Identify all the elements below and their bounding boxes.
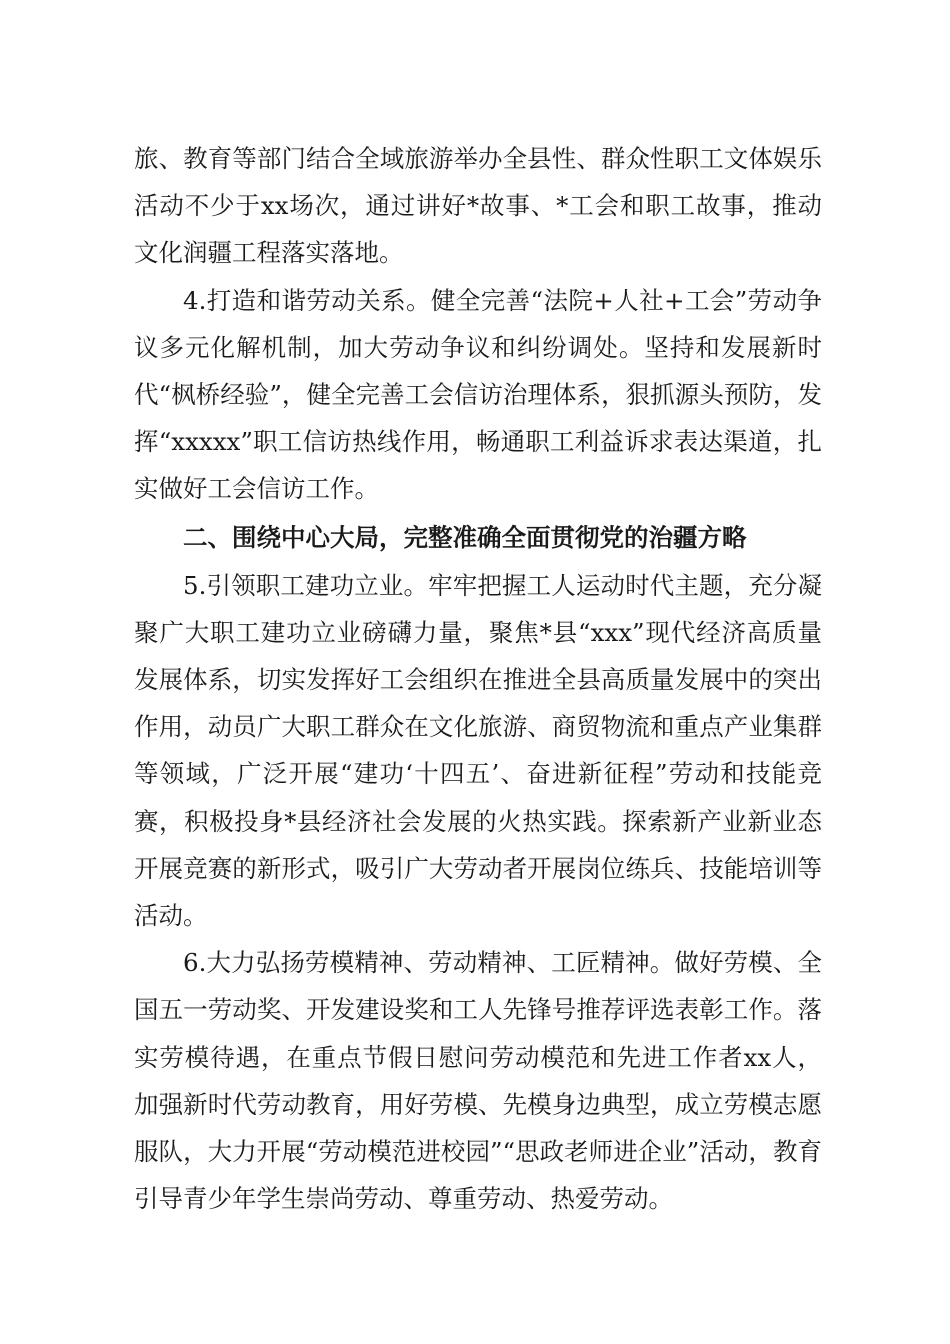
paragraph-item-5: 5.引领职工建功立业。牢牢把握工人运动时代主题，充分凝聚广大职工建功立业磅礴力量，聚焦*县“xxx”现代经济高质量发展体系，切实发挥好工会组织在推进全县高质量发展中的突出作用，动员广大职工群众在文化旅游、商贸物流和重点产业集群等领域，广泛开展“建功‘十四五’、奋进新征程”劳动和技能竞赛，积极投身*县经济社会发展的火热实践。探索新产业新业态开展竞赛的新形式，吸引广大劳动者开展岗位练兵、技能培训等活动。 <box>134 570 822 931</box>
paragraph-item-6: 6.大力弘扬劳模精神、劳动精神、工匠精神。做好劳模、全国五一劳动奖、开发建设奖和工人先锋号推荐评选表彰工作。落实劳模待遇，在重点节假日慰问劳动模范和先进工作者xx人，加强新时代劳动教育，用好劳模、先模身边典型，成立劳模志愿服队，大力开展“劳动模范进校园”“思政老师进企业”活动，教育引导青少年学生崇尚劳动、尊重劳动、热爱劳动。 <box>134 948 822 1214</box>
paragraph-item-4: 4.打造和谐劳动关系。健全完善“法院+人社+工会”劳动争议多元化解机制，加大劳动争议和纠纷调处。坚持和发展新时代“枫桥经验”，健全完善工会信访治理体系，狠抓源头预防，发挥“xxxxx”职工信访热线作用，畅通职工利益诉求表达渠道，扎实做好工会信访工作。 <box>134 285 822 504</box>
section-heading: 二、围绕中心大局，完整准确全面贯彻党的治疆方略 <box>183 522 747 552</box>
document-body <box>134 135 822 1222</box>
paragraph-continued: 旅、教育等部门结合全域旅游举办全县性、群众性职工文体娱乐活动不少于xx场次，通过讲好*故事、*工会和职工故事，推动文化润疆工程落实落地。 <box>134 144 822 268</box>
